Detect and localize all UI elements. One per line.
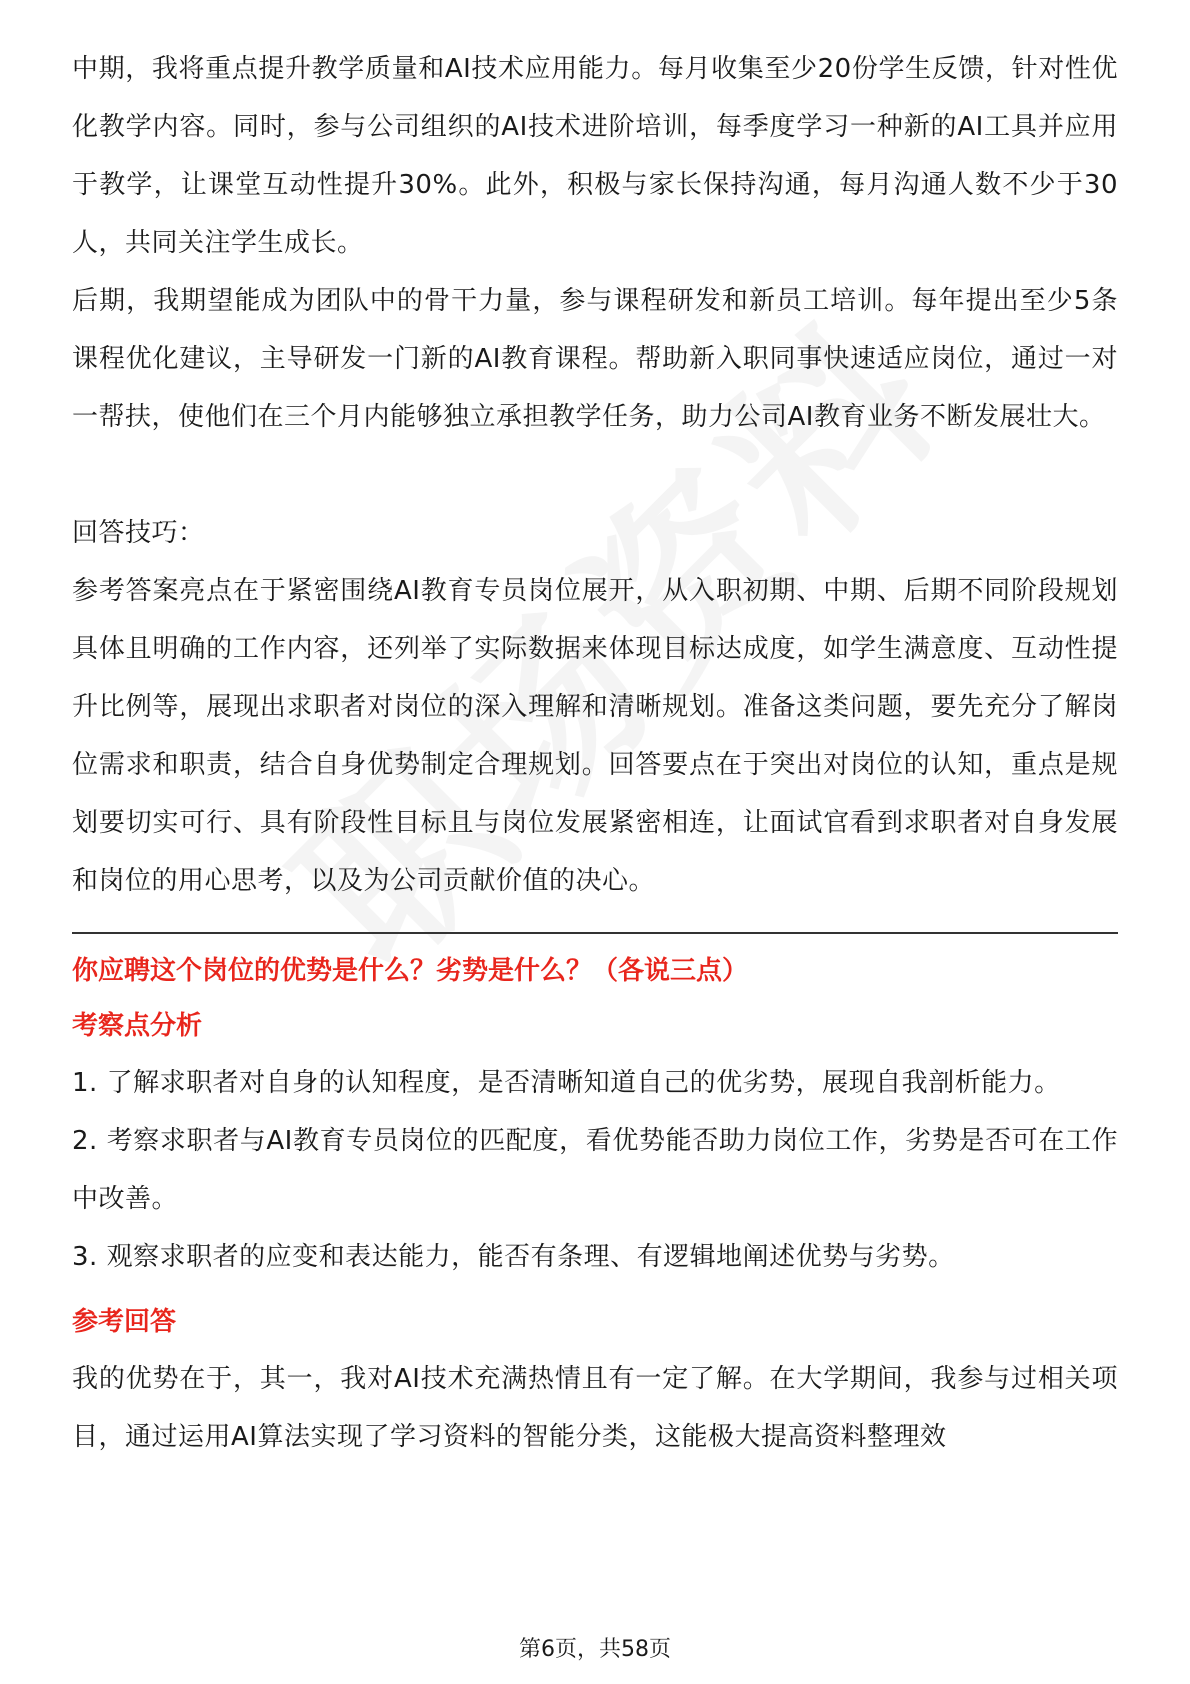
tips-label: 回答技巧： (72, 518, 205, 548)
analysis-item-1: 1. 了解求职者对自身的认知程度，是否清晰知道自己的优劣势，展现自我剖析能力。 (72, 1068, 1061, 1098)
analysis-title: 考察点分析 (72, 1011, 203, 1041)
question-heading: 你应聘这个岗位的优势是什么？劣势是什么？（各说三点） (72, 956, 749, 986)
analysis-item-2: 2. 考察求职者与AI教育专员岗位的匹配度，看优势能否助力岗位工作，劣势是否可在工作中改善。 (72, 1126, 1118, 1214)
document-page (72, 40, 1118, 1466)
tips-text: 参考答案亮点在于紧密围绕AI教育专员岗位展开，从入职初期、中期、后期不同阶段规划具体且明确的工作内容，还列举了实际数据来体现目标达成度，如学生满意度、互动性提升比例等，展现出求职者对岗位的深入理解和清晰规划。准备这类问题，要先充分了解岗位需求和职责，结合自身优势制定合理规划。回答要点在于突出对岗位的认知，重点是规划要切实可行、具有阶段性目标且与岗位发展紧密相连，让面试官看到求职者对自身发展和岗位的用心思考，以及为公司贡献价值的决心。 (72, 576, 1118, 896)
paragraph-mid-term: 中期，我将重点提升教学质量和AI技术应用能力。每月收集至少20份学生反馈，针对性优化教学内容。同时，参与公司组织的AI技术进阶培训，每季度学习一种新的AI工具并应用于教学，让课堂互动性提升30%。此外，积极与家长保持沟通，每月沟通人数不少于30人，共同关注学生成长。 (72, 54, 1118, 258)
reference-title: 参考回答 (72, 1307, 177, 1337)
paragraph-late-term: 后期，我期望能成为团队中的骨干力量，参与课程研发和新员工培训。每年提出至少5条课程优化建议，主导研发一门新的AI教育课程。帮助新入职同事快速适应岗位，通过一对一帮扶，使他们在三个月内能够独立承担教学任务，助力公司AI教育业务不断发展壮大。 (72, 286, 1118, 432)
analysis-item-3: 3. 观察求职者的应变和表达能力，能否有条理、有逻辑地阐述优势与劣势。 (72, 1242, 955, 1272)
reference-text: 我的优势在于，其一，我对AI技术充满热情且有一定了解。在大学期间，我参与过相关项目，通过运用AI算法实现了学习资料的智能分类，这能极大提高资料整理效 (72, 1364, 1118, 1452)
blank-line (72, 446, 1118, 504)
page-footer: 第6页，共58页 (519, 1637, 671, 1662)
section-divider (72, 932, 1118, 934)
